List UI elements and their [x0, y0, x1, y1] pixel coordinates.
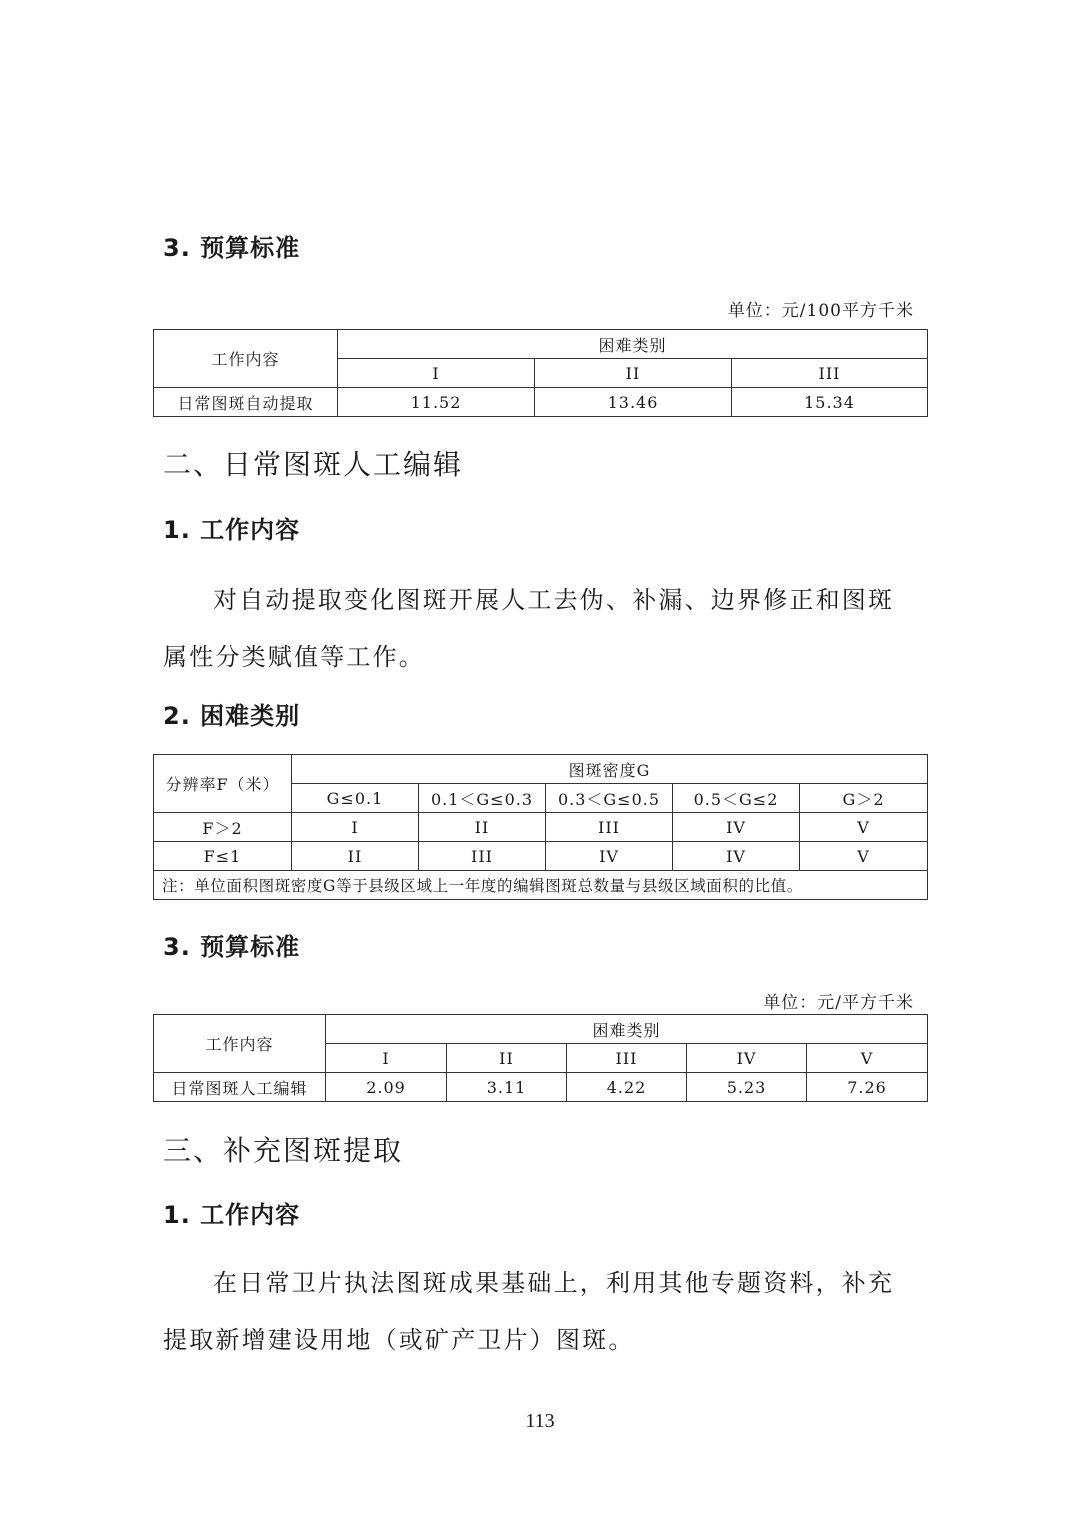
difficulty-table — [153, 754, 928, 900]
table-header-category: 困难类别 — [326, 1015, 928, 1044]
table-note: 注：单位面积图斑密度G等于县级区域上一年度的编辑图斑总数量与县级区域面积的比值。 — [154, 871, 928, 900]
section-heading-difficulty: 2. 困难类别 — [163, 702, 301, 730]
value-cell: 3.11 — [447, 1073, 567, 1102]
table-header-density: 图斑密度G — [292, 755, 928, 784]
class-cell: IV — [546, 842, 673, 871]
page-number: 113 — [525, 1410, 555, 1432]
table-header-category: 困难类别 — [338, 330, 928, 359]
level-cell: II — [535, 359, 732, 388]
table-row — [154, 842, 928, 871]
range-cell: G＞2 — [800, 784, 928, 813]
range-cell: 0.1＜G≤0.3 — [419, 784, 546, 813]
value-cell: 5.23 — [687, 1073, 807, 1102]
level-cell: III — [732, 359, 928, 388]
row-label: F＞2 — [154, 813, 292, 842]
class-cell: V — [800, 842, 928, 871]
paragraph-manual-edit: 对自动提取变化图斑开展人工去伪、补漏、边界修正和图斑属性分类赋值等工作。 — [163, 586, 895, 671]
row-label: 日常图斑人工编辑 — [154, 1073, 326, 1102]
range-cell: 0.5＜G≤2 — [673, 784, 800, 813]
class-cell: II — [419, 813, 546, 842]
value-cell: 2.09 — [326, 1073, 447, 1102]
level-cell: IV — [687, 1044, 807, 1073]
budget-table-auto-extract — [153, 329, 928, 417]
class-cell: III — [546, 813, 673, 842]
unit-label-1: 单位：元/100平方千米 — [727, 301, 914, 321]
level-cell: V — [807, 1044, 928, 1073]
section-heading-work-content-3: 1. 工作内容 — [163, 1201, 301, 1229]
range-cell: G≤0.1 — [292, 784, 419, 813]
range-cell: 0.3＜G≤0.5 — [546, 784, 673, 813]
section-heading-work-content-2: 1. 工作内容 — [163, 516, 301, 544]
section-title-manual-edit: 二、日常图斑人工编辑 — [163, 448, 464, 481]
section-title-supplement: 三、补充图斑提取 — [163, 1134, 404, 1167]
class-cell: V — [800, 813, 928, 842]
class-cell: III — [419, 842, 546, 871]
level-cell: III — [567, 1044, 687, 1073]
table-header-content: 工作内容 — [154, 330, 338, 388]
row-label: 日常图斑自动提取 — [154, 388, 338, 417]
level-cell: I — [338, 359, 535, 388]
value-cell: 4.22 — [567, 1073, 687, 1102]
section-heading-budget-2: 3. 预算标准 — [163, 933, 301, 961]
row-label: F≤1 — [154, 842, 292, 871]
table-header-content: 工作内容 — [154, 1015, 326, 1073]
class-cell: IV — [673, 842, 800, 871]
table-row — [154, 813, 928, 842]
class-cell: II — [292, 842, 419, 871]
section-heading-budget-1: 3. 预算标准 — [163, 234, 301, 262]
paragraph-supplement: 在日常卫片执法图斑成果基础上，利用其他专题资料，补充提取新增建设用地（或矿产卫片）图斑。 — [163, 1269, 895, 1354]
value-cell: 11.52 — [338, 388, 535, 417]
class-cell: I — [292, 813, 419, 842]
class-cell: IV — [673, 813, 800, 842]
level-cell: II — [447, 1044, 567, 1073]
value-cell: 7.26 — [807, 1073, 928, 1102]
budget-table-manual-edit — [153, 1014, 928, 1102]
value-cell: 15.34 — [732, 388, 928, 417]
table-header-resolution: 分辨率F（米） — [154, 755, 292, 813]
value-cell: 13.46 — [535, 388, 732, 417]
unit-label-2: 单位：元/平方千米 — [763, 993, 914, 1013]
level-cell: I — [326, 1044, 447, 1073]
